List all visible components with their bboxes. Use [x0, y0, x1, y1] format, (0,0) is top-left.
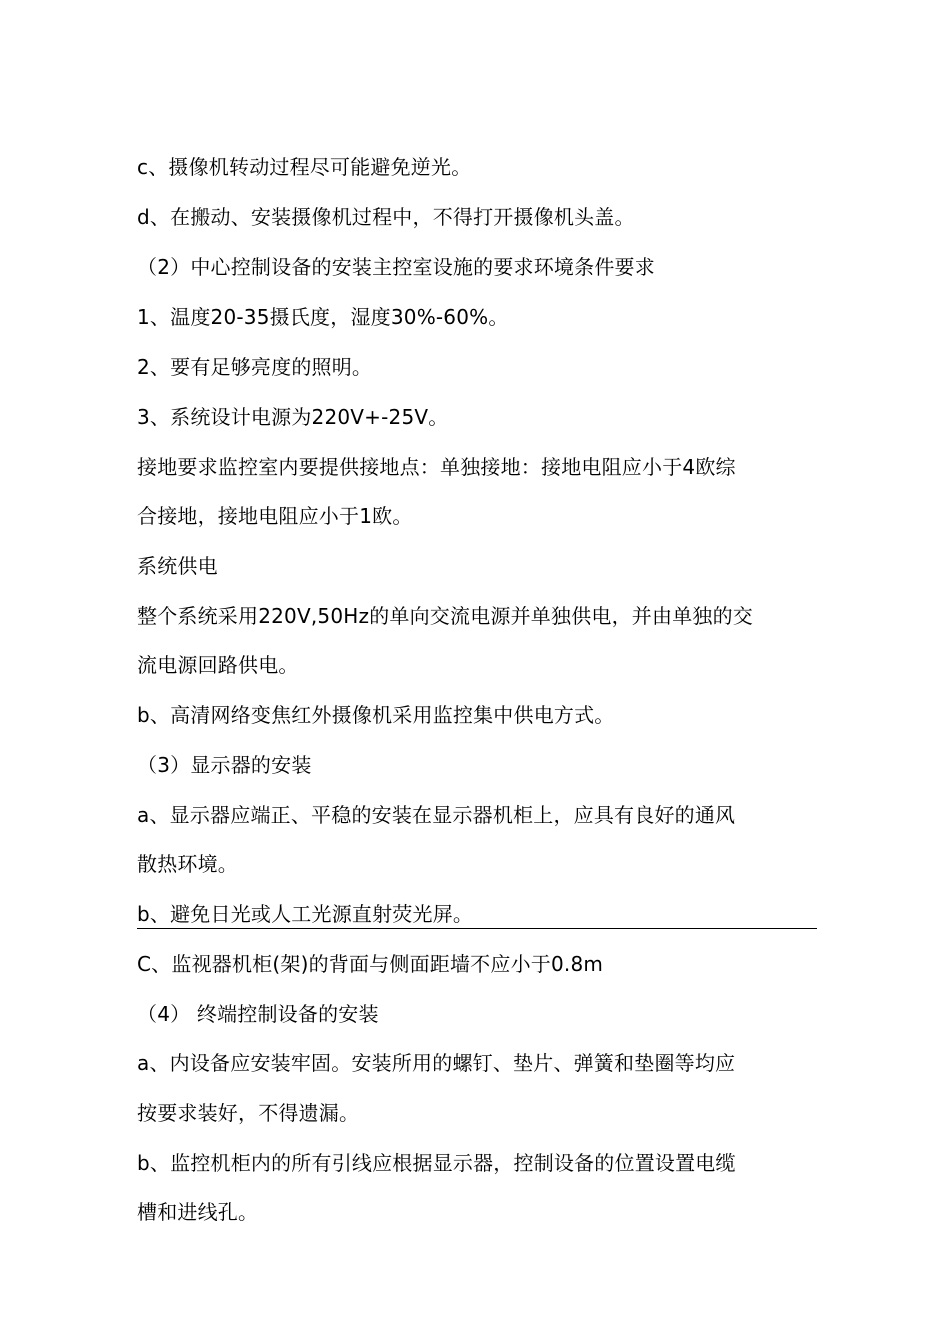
text-line: 3、系统设计电源为220V+-25V。 — [137, 405, 449, 429]
text-line: 合接地，接地电阻应小于1欧。 — [137, 504, 413, 528]
section-heading: （2）中心控制设备的安装主控室设施的要求环境条件要求 — [137, 255, 655, 279]
horizontal-rule — [137, 928, 817, 929]
text-line: 1、温度20-35摄氏度，湿度30%-60%。 — [137, 305, 509, 329]
text-line: 散热环境。 — [137, 852, 238, 876]
text-line: d、在搬动、安装摄像机过程中，不得打开摄像机头盖。 — [137, 205, 635, 229]
text-line: C、监视器机柜(架)的背面与侧面距墙不应小于0.8m — [137, 952, 604, 976]
section-heading: （3）显示器的安装 — [137, 753, 312, 777]
text-line: 整个系统采用220V,50Hz的单向交流电源并单独供电，并由单独的交 — [137, 604, 753, 628]
text-line: 槽和进线孔。 — [137, 1200, 259, 1224]
text-line: 接地要求监控室内要提供接地点：单独接地：接地电阻应小于4欧综 — [137, 455, 736, 479]
text-line: 按要求装好，不得遗漏。 — [137, 1101, 360, 1125]
section-heading: （4） 终端控制设备的安装 — [137, 1002, 379, 1026]
text-line: b、监控机柜内的所有引线应根据显示器，控制设备的位置设置电缆 — [137, 1151, 736, 1175]
text-line: b、高清网络变焦红外摄像机采用监控集中供电方式。 — [137, 703, 615, 727]
text-line: a、内设备应安装牢固。安装所用的螺钉、垫片、弹簧和垫圈等均应 — [137, 1051, 736, 1075]
text-line: b、避免日光或人工光源直射荧光屏。 — [137, 902, 474, 926]
text-line: 2、要有足够亮度的照明。 — [137, 355, 373, 379]
text-line: 系统供电 — [137, 554, 218, 578]
text-line: a、显示器应端正、平稳的安装在显示器机柜上，应具有良好的通风 — [137, 803, 736, 827]
text-line: c、摄像机转动过程尽可能避免逆光。 — [137, 155, 472, 179]
text-line: 流电源回路供电。 — [137, 653, 299, 677]
